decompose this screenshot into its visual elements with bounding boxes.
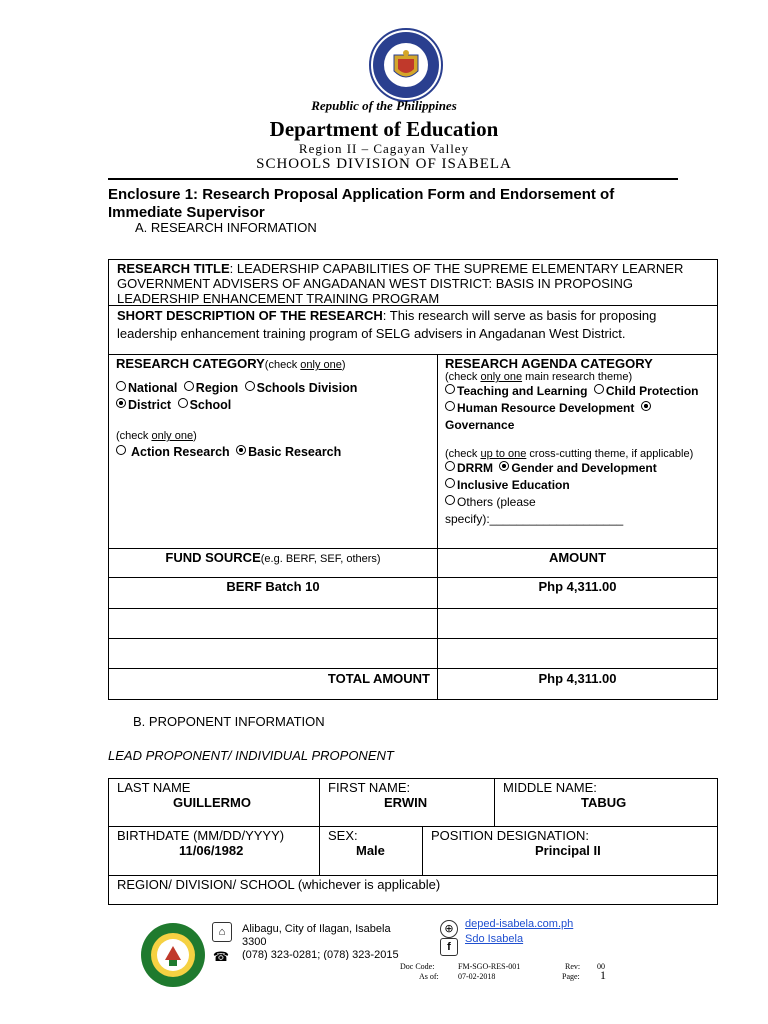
sex-cell bbox=[319, 826, 423, 876]
as-of-label: As of: bbox=[419, 972, 439, 981]
last-name-label: LAST NAME bbox=[117, 780, 191, 795]
birthdate-label: BIRTHDATE (MM/DD/YYYY) bbox=[117, 828, 285, 843]
research-category-label: RESEARCH CATEGORY bbox=[116, 356, 265, 371]
position-label: POSITION DESIGNATION: bbox=[431, 828, 589, 843]
sdo-isabela-logo bbox=[140, 922, 206, 988]
fund-source-row-2 bbox=[108, 608, 438, 639]
phone-numbers: (078) 323-0281; (078) 323-2015 bbox=[242, 949, 399, 960]
region-division-school-label: REGION/ DIVISION/ SCHOOL (whichever is applicable) bbox=[117, 877, 441, 892]
school-radio[interactable]: School bbox=[175, 398, 232, 412]
research-agenda-label: RESEARCH AGENDA CATEGORY bbox=[445, 356, 653, 371]
address-line-2: 3300 bbox=[242, 936, 267, 948]
fund-amount-row-3 bbox=[437, 638, 718, 669]
phone-icon: ☎ bbox=[212, 949, 230, 964]
page-number: 1 bbox=[600, 968, 606, 982]
doc-code-value: FM-SGO-RES-001 bbox=[458, 962, 521, 971]
building-icon: ⌂ bbox=[212, 922, 232, 942]
fund-source-row-1: BERF Batch 10 bbox=[108, 577, 438, 609]
lead-proponent-heading: LEAD PROPONENT/ INDIVIDUAL PROPONENT bbox=[108, 748, 394, 763]
position-value: Principal II bbox=[535, 843, 601, 858]
enclosure-title: Enclosure 1: Research Proposal Application Form and Endorsement of Immediate Supervisor bbox=[108, 186, 615, 221]
globe-icon: ⊕ bbox=[440, 920, 458, 938]
rev-label: Rev: bbox=[565, 962, 581, 971]
region-radio[interactable]: Region bbox=[181, 381, 238, 395]
facebook-icon: f bbox=[440, 938, 458, 956]
research-title-label: RESEARCH TITLE bbox=[117, 261, 230, 276]
gender-development-radio[interactable]: Gender and Development bbox=[496, 461, 656, 475]
research-title-cell bbox=[108, 259, 718, 306]
department-title: Department of Education bbox=[269, 117, 499, 141]
others-specify-field[interactable]: specify):____________________ bbox=[445, 512, 624, 526]
birthdate-value: 11/06/1982 bbox=[179, 843, 244, 858]
amount-header: AMOUNT bbox=[437, 548, 718, 578]
fund-source-row-3 bbox=[108, 638, 438, 669]
position-cell bbox=[422, 826, 718, 876]
as-of-value: 07-02-2018 bbox=[458, 972, 496, 981]
sex-label: SEX: bbox=[328, 828, 358, 843]
doc-code-label: Doc Code: bbox=[400, 962, 435, 971]
header-divider bbox=[108, 178, 678, 180]
first-name-label: FIRST NAME: bbox=[328, 780, 411, 795]
website-link[interactable]: deped-isabela.com.ph bbox=[465, 918, 574, 930]
birthdate-cell bbox=[108, 826, 320, 876]
total-amount-value: Php 4,311.00 bbox=[437, 668, 718, 700]
section-b-heading: B. PROPONENT INFORMATION bbox=[133, 714, 325, 729]
drrm-radio[interactable]: DRRM bbox=[445, 461, 493, 475]
hr-development-radio[interactable]: Human Resource Development bbox=[445, 401, 634, 415]
middle-name-label: MIDDLE NAME: bbox=[503, 780, 597, 795]
division-line: SCHOOLS DIVISION OF ISABELA bbox=[256, 156, 512, 172]
teaching-learning-radio[interactable]: Teaching and Learning bbox=[445, 384, 587, 398]
middle-name-value: TABUG bbox=[581, 795, 627, 810]
short-description-cell bbox=[108, 305, 718, 355]
region-division-school-cell bbox=[108, 875, 718, 905]
schools-division-radio[interactable]: Schools Division bbox=[242, 381, 358, 395]
governance-radio[interactable]: Governance bbox=[445, 401, 653, 432]
facebook-link[interactable]: Sdo Isabela bbox=[465, 933, 524, 945]
deped-seal-logo bbox=[368, 27, 444, 103]
region-line: Region II – Cagayan Valley bbox=[298, 141, 470, 156]
fund-amount-row-2 bbox=[437, 608, 718, 639]
section-a-heading: A. RESEARCH INFORMATION bbox=[135, 220, 317, 235]
fund-source-header: FUND SOURCE(e.g. BERF, SEF, others) bbox=[108, 548, 438, 578]
total-amount-label: TOTAL AMOUNT bbox=[108, 668, 438, 700]
last-name-cell bbox=[108, 778, 320, 827]
last-name-value: GUILLERMO bbox=[173, 795, 251, 810]
address-line-1: Alibagu, City of Ilagan, Isabela bbox=[242, 923, 391, 935]
middle-name-cell bbox=[494, 778, 718, 827]
others-radio[interactable]: Others (please bbox=[445, 494, 710, 511]
action-research-radio[interactable]: Action Research bbox=[116, 445, 230, 459]
short-description-value: : This research will serve as basis for proposing leadership enhancement training program of SELG advisers in Angadanan West District. bbox=[117, 308, 657, 341]
research-title-value: : LEADERSHIP CAPABILITIES OF THE SUPREME ELEMENTARY LEARNER GOVERNMENT ADVISERS OF ANGADANAN WEST DISTRICT: BASIS IN PROPOSING LEADERSHIP ENHANCEMENT TRAINING PROGRAM bbox=[117, 261, 684, 306]
sex-value: Male bbox=[356, 843, 385, 858]
short-description-label: SHORT DESCRIPTION OF THE RESEARCH bbox=[117, 308, 383, 323]
national-radio[interactable]: National bbox=[116, 381, 177, 395]
fund-amount-row-1: Php 4,311.00 bbox=[437, 577, 718, 609]
inclusive-education-radio[interactable]: Inclusive Education bbox=[445, 477, 710, 494]
republic-line: Republic of the Philippines bbox=[311, 98, 457, 113]
basic-research-radio[interactable]: Basic Research bbox=[233, 445, 341, 459]
research-agenda-cell: RESEARCH AGENDA CATEGORY (check only one main research theme) Teaching and Learning Child Protection Human Resource Development Governance (check up to one cross-cutting theme, if applicable) DRRM Gender and Development Inclusive Education Others (please specify):____________________ bbox=[437, 354, 718, 549]
first-name-cell bbox=[319, 778, 495, 827]
child-protection-radio[interactable]: Child Protection bbox=[591, 384, 699, 398]
rev-value: 00 bbox=[597, 962, 605, 971]
research-category-cell: RESEARCH CATEGORY(check only one) National Region Schools Division District School (check only one) Action Research Basic Research bbox=[108, 354, 438, 549]
first-name-value: ERWIN bbox=[384, 795, 428, 810]
page-label: Page: bbox=[562, 972, 580, 981]
district-radio[interactable]: District bbox=[116, 398, 171, 412]
